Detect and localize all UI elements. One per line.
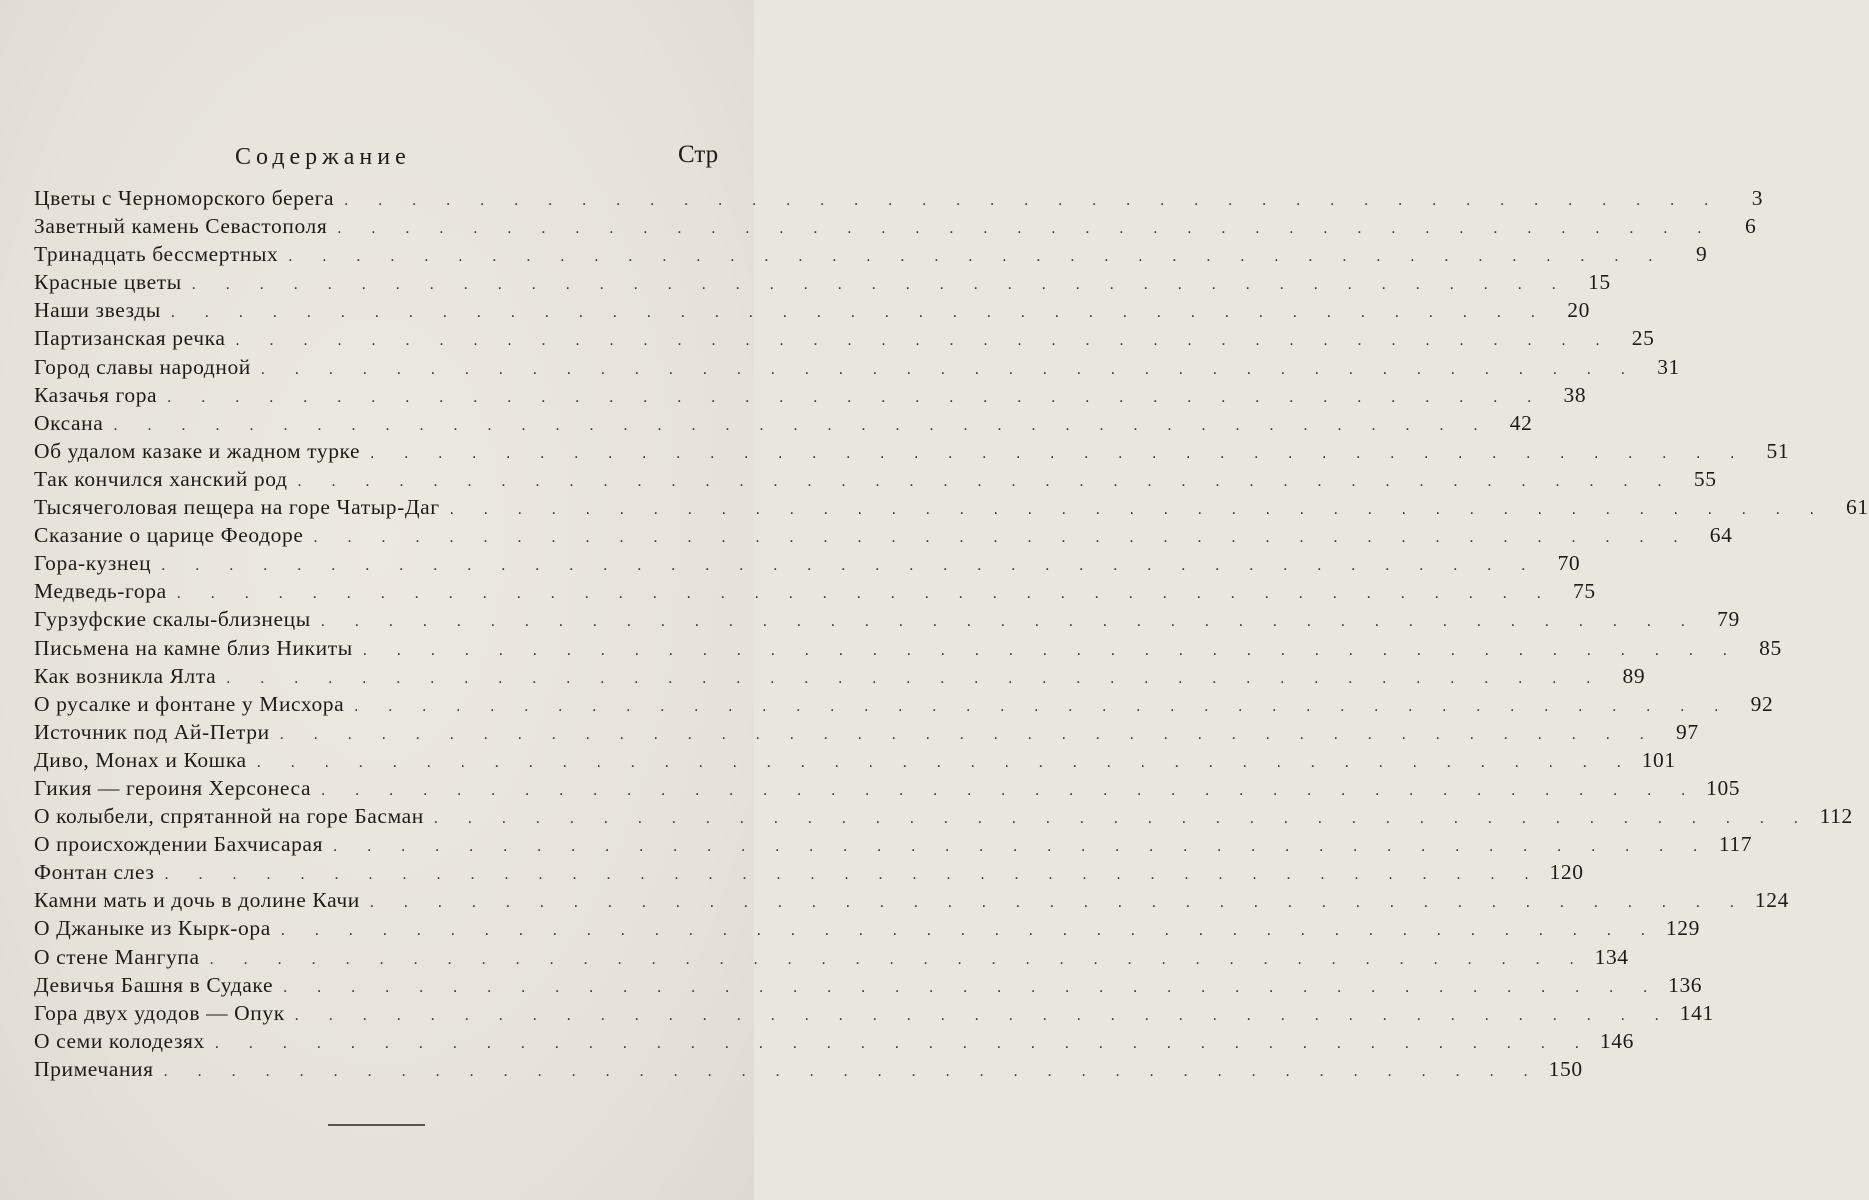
- toc-entry-title: О Джаныке из Кырк-ора: [34, 916, 271, 941]
- toc-entry-page-number: 38: [1563, 382, 1587, 407]
- dot-leader: . . . . . . . . . . . . . . . . . . . . . . . . . . . . . . . . . . . . . . . . .: [294, 1006, 1672, 1024]
- toc-entry: [34, 830, 1753, 858]
- dot-leader: . . . . . . . . . . . . . . . . . . . . . . . . . . . . . . . . . . . . . . . . .: [354, 697, 1732, 715]
- toc-entry-page-number: 20: [1567, 298, 1590, 323]
- toc-entry-page-number: 15: [1588, 270, 1611, 295]
- toc-entry-page-number: 64: [1709, 523, 1733, 548]
- dot-leader: . . . . . . . . . . . . . . . . . . . . . . . . . . . . . . . . . . . . . . . . .: [370, 444, 1748, 462]
- toc-entry-title: Медведь-гора: [34, 579, 167, 604]
- toc-entry-page-number: 51: [1766, 438, 1790, 463]
- toc-entry: [34, 1055, 1583, 1083]
- toc-entry-title: Казачья гора: [34, 382, 158, 407]
- dot-leader: . . . . . . . . . . . . . . . . . . . . . . . . . . . . . . . . . . . . . . . . .: [164, 866, 1542, 884]
- toc-entry: [34, 971, 1703, 999]
- dot-leader: . . . . . . . . . . . . . . . . . . . . . . . . . . . . . . . . . . . . . . . . .: [113, 416, 1491, 434]
- toc-entry-page-number: 101: [1641, 747, 1676, 772]
- toc-entry-title: Гора-кузнец: [34, 551, 152, 576]
- toc-entry-title: Тринадцать бессмертных: [34, 242, 279, 267]
- toc-entry-title: Камни мать и дочь в долине Качи: [34, 888, 360, 913]
- dot-leader: . . . . . . . . . . . . . . . . . . . . . . . . . . . . . . . . . . . . . . . . .: [337, 220, 1715, 238]
- dot-leader: . . . . . . . . . . . . . . . . . . . . . . . . . . . . . . . . . . . . . . . . .: [433, 810, 1811, 828]
- dot-leader: . . . . . . . . . . . . . . . . . . . . . . . . . . . . . . . . . . . . . . . . .: [260, 360, 1638, 378]
- dot-leader: . . . . . . . . . . . . . . . . . . . . . . . . . . . . . . . . . . . . . . . . .: [313, 529, 1691, 547]
- dot-leader: . . . . . . . . . . . . . . . . . . . . . . . . . . . . . . . . . . . . . . . . .: [167, 388, 1545, 406]
- dot-leader: . . . . . . . . . . . . . . . . . . . . . . . . . . . . . . . . . . . . . . . . .: [288, 248, 1666, 266]
- toc-entry-title: Письмена на камне близ Никиты: [34, 635, 353, 660]
- toc-entry: [34, 774, 1741, 802]
- toc-entry: [34, 802, 1853, 830]
- toc-entry-page-number: 120: [1549, 860, 1584, 885]
- toc-entry-page-number: 134: [1594, 944, 1629, 969]
- toc-entry: [34, 381, 1587, 409]
- dot-leader: . . . . . . . . . . . . . . . . . . . . . . . . . . . . . . . . . . . . . . . . .: [235, 332, 1613, 350]
- toc-entry: [34, 493, 1869, 521]
- toc-entry-page-number: 150: [1548, 1056, 1583, 1081]
- dot-leader: . . . . . . . . . . . . . . . . . . . . . . . . . . . . . . . . . . . . . . . . .: [161, 557, 1539, 575]
- toc-entry-title: Цветы с Черноморского берега: [34, 186, 335, 210]
- toc-entry: [34, 437, 1790, 465]
- toc-entry: [34, 521, 1733, 549]
- dot-leader: . . . . . . . . . . . . . . . . . . . . . . . . . . . . . . . . . . . . . . . . .: [191, 276, 1569, 294]
- dot-leader: . . . . . . . . . . . . . . . . . . . . . . . . . . . . . . . . . . . . . . . . .: [279, 725, 1657, 743]
- toc-entry-page-number: 9: [1696, 242, 1708, 267]
- toc-entry: [34, 465, 1717, 493]
- toc-entry: [34, 324, 1655, 352]
- toc-entry: [34, 999, 1714, 1027]
- toc-entry-page-number: 79: [1717, 607, 1740, 632]
- toc-entry: [34, 718, 1699, 746]
- dot-leader: . . . . . . . . . . . . . . . . . . . . . . . . . . . . . . . . . . . . . . . . .: [320, 613, 1698, 631]
- toc-entry-page-number: 97: [1676, 719, 1699, 744]
- toc-entry: [34, 746, 1676, 774]
- toc-entry-page-number: 55: [1693, 466, 1717, 491]
- toc-entry-title: Заветный камень Севастополя: [34, 214, 328, 239]
- toc-entry: [34, 914, 1700, 942]
- toc-entry-page-number: 70: [1557, 551, 1581, 576]
- dot-leader: . . . . . . . . . . . . . . . . . . . . . . . . . . . . . . . . . . . . . . . . .: [344, 192, 1722, 209]
- toc-entry-title: Оксана: [34, 410, 104, 435]
- dot-leader: . . . . . . . . . . . . . . . . . . . . . . . . . . . . . . . . . . . . . . . . .: [209, 950, 1587, 968]
- toc-entry: [34, 577, 1596, 605]
- toc-entry-title: Наши звезды: [34, 298, 161, 323]
- toc-entry: [34, 549, 1581, 577]
- toc-entry: [34, 662, 1646, 690]
- toc-entry-title: Город славы народной: [34, 354, 251, 379]
- toc-entry-title: О происхождении Бахчисарая: [34, 832, 324, 857]
- toc-entry-title: Красные цветы: [34, 270, 182, 295]
- toc-entry: [34, 943, 1629, 971]
- contents-heading: Содержание: [235, 144, 411, 170]
- toc-entry-page-number: 105: [1706, 775, 1741, 800]
- dot-leader: . . . . . . . . . . . . . . . . . . . . . . . . . . . . . . . . . . . . . . . . .: [283, 978, 1661, 996]
- toc-entry-page-number: 31: [1657, 354, 1680, 379]
- dot-leader: . . . . . . . . . . . . . . . . . . . . . . . . . . . . . . . . . . . . . . . . .: [176, 585, 1554, 603]
- dot-leader: . . . . . . . . . . . . . . . . . . . . . . . . . . . . . . . . . . . . . . . . .: [226, 669, 1604, 687]
- toc-entry: [34, 353, 1680, 381]
- toc-entry-title: Примечания: [34, 1056, 154, 1081]
- toc-entry-title: Диво, Монах и Кошка: [34, 747, 247, 772]
- toc-entry: [34, 409, 1533, 437]
- toc-entry-page-number: 92: [1750, 691, 1774, 716]
- toc-entry-title: Гурзуфские скалы-близнецы: [34, 607, 311, 632]
- toc-entry-title: Тысячеголовая пещера на горе Чатыр-Даг: [34, 495, 440, 520]
- table-of-contents: [34, 184, 1869, 1083]
- toc-entry-title: Сказание о царице Феодоре: [34, 523, 304, 548]
- dot-leader: . . . . . . . . . . . . . . . . . . . . . . . . . . . . . . . . . . . . . . . . .: [163, 1062, 1541, 1080]
- toc-entry-title: О русалке и фонтане у Мисхора: [34, 691, 345, 716]
- toc-entry-page-number: 25: [1631, 326, 1655, 351]
- toc-entry: [34, 605, 1740, 633]
- dot-leader: . . . . . . . . . . . . . . . . . . . . . . . . . . . . . . . . . . . . . . . . .: [449, 501, 1827, 519]
- bottom-divider: [328, 1124, 425, 1126]
- toc-entry-title: Фонтан слез: [34, 860, 155, 885]
- toc-entry-title: О колыбели, спрятанной на горе Басман: [34, 804, 424, 829]
- toc-entry-page-number: 129: [1665, 916, 1700, 941]
- dot-leader: . . . . . . . . . . . . . . . . . . . . . . . . . . . . . . . . . . . . . . . . .: [321, 781, 1699, 799]
- toc-entry: [34, 634, 1782, 662]
- toc-entry-page-number: 89: [1622, 663, 1646, 688]
- toc-entry-title: Как возникла Ялта: [34, 663, 217, 688]
- toc-entry-page-number: 6: [1745, 214, 1757, 239]
- toc-entry-title: Девичья Башня в Судаке: [34, 972, 274, 997]
- dot-leader: . . . . . . . . . . . . . . . . . . . . . . . . . . . . . . . . . . . . . . . . .: [280, 922, 1658, 940]
- dot-leader: . . . . . . . . . . . . . . . . . . . . . . . . . . . . . . . . . . . . . . . . .: [362, 641, 1740, 659]
- toc-entry: [34, 268, 1611, 296]
- toc-entry-page-number: 141: [1679, 1000, 1714, 1025]
- toc-entry-title: Гикия — героиня Херсонеса: [34, 775, 312, 800]
- toc-entry-page-number: 124: [1754, 888, 1789, 913]
- toc-entry: [34, 296, 1590, 324]
- toc-entry-page-number: 112: [1819, 804, 1853, 829]
- toc-entry: [34, 240, 1708, 268]
- toc-entry: [34, 1027, 1634, 1055]
- toc-entry: [34, 858, 1584, 886]
- toc-entry: [34, 886, 1789, 914]
- toc-entry: [34, 184, 1764, 212]
- dot-leader: . . . . . . . . . . . . . . . . . . . . . . . . . . . . . . . . . . . . . . . . .: [297, 472, 1675, 490]
- toc-entry-page-number: 136: [1668, 972, 1703, 997]
- dot-leader: . . . . . . . . . . . . . . . . . . . . . . . . . . . . . . . . . . . . . . . . .: [333, 838, 1711, 856]
- toc-entry-title: Гора двух удодов — Опук: [34, 1000, 285, 1025]
- dot-leader: . . . . . . . . . . . . . . . . . . . . . . . . . . . . . . . . . . . . . . . . .: [170, 304, 1548, 322]
- toc-entry-title: Об удалом казаке и жадном турке: [34, 438, 361, 463]
- toc-entry-title: Партизанская речка: [34, 326, 226, 351]
- toc-entry: [34, 212, 1757, 240]
- toc-entry-title: О стене Мангупа: [34, 944, 200, 969]
- toc-entry-page-number: 42: [1509, 410, 1533, 435]
- dot-leader: . . . . . . . . . . . . . . . . . . . . . . . . . . . . . . . . . . . . . . . . .: [256, 753, 1634, 771]
- toc-entry-page-number: 3: [1751, 186, 1764, 210]
- toc-entry-title: Источник под Ай-Петри: [34, 719, 270, 744]
- toc-entry-page-number: 75: [1573, 579, 1596, 604]
- toc-entry-page-number: 85: [1759, 635, 1782, 660]
- toc-entry-title: Так кончился ханский род: [34, 466, 288, 491]
- toc-entry: [34, 690, 1774, 718]
- toc-entry-page-number: 146: [1599, 1028, 1634, 1053]
- dot-leader: . . . . . . . . . . . . . . . . . . . . . . . . . . . . . . . . . . . . . . . . .: [214, 1034, 1592, 1052]
- page-column-label: Стр: [678, 141, 719, 168]
- dot-leader: . . . . . . . . . . . . . . . . . . . . . . . . . . . . . . . . . . . . . . . . .: [369, 894, 1747, 912]
- toc-entry-page-number: 61: [1845, 495, 1869, 520]
- toc-entry-page-number: 117: [1718, 832, 1753, 857]
- toc-entry-title: О семи колодезях: [34, 1028, 205, 1053]
